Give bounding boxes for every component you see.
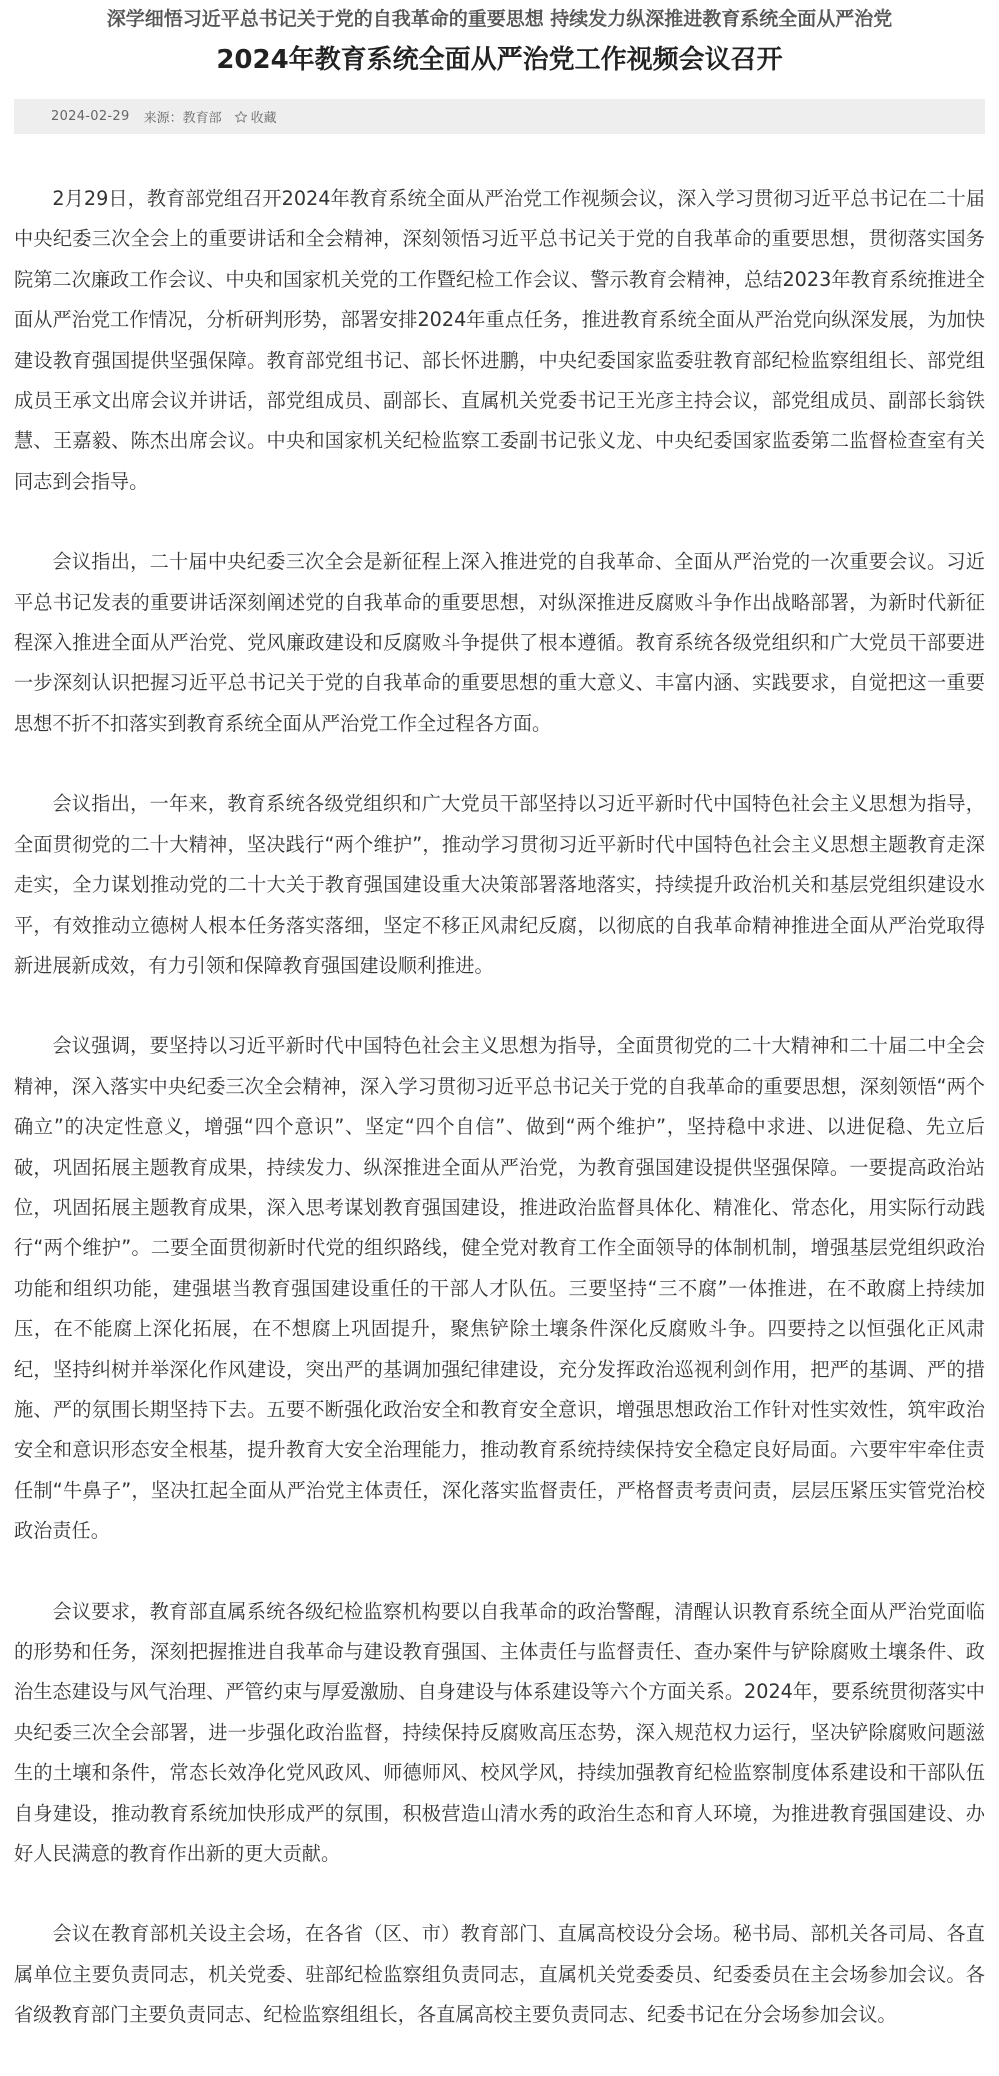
publish-date: 2024-02-29 [51,109,130,124]
article-body [14,179,985,2076]
article-paragraph: 2月29日，教育部党组召开2024年教育系统全面从严治党工作视频会议，深入学习贯彻习近平总书记在二十届中央纪委三次全会上的重要讲话和全会精神，深刻领悟习近平总书记关于党的自我革命的重要思想，贯彻落实国务院第二次廉政工作会议、中央和国家机关党的工作暨纪检工作会议、警示教育会精神，总结2023年教育系统推进全面从严治党工作情况，分析研判形势，部署安排2024年重点任务，推进教育系统全面从严治党向纵深发展，为加快建设教育强国提供坚强保障。教育部党组书记、部长怀进鹏，中央纪委国家监委驻教育部纪检监察组组长、部党组成员王承文出席会议并讲话，部党组成员、副部长、直属机关党委书记王光彦主持会议，部党组成员、副部长翁铁慧、王嘉毅、陈杰出席会议。中央和国家机关纪检监察工委副书记张义龙、中央纪委国家监委第二监督检查室有关同志到会指导。 [14,187,985,493]
article-meta-bar [14,99,985,134]
article-kicker: 深学细悟习近平总书记关于党的自我革命的重要思想 持续发力纵深推进教育系统全面从严治党 [106,8,893,30]
article-paragraph: 会议指出，二十届中央纪委三次全会是新征程上深入推进党的自我革命、全面从严治党的一次重要会议。习近平总书记发表的重要讲话深刻阐述党的自我革命的重要思想，对纵深推进反腐败斗争作出战略部署，为新时代新征程深入推进全面从严治党、党风廉政建设和反腐败斗争提供了根本遵循。教育系统各级党组织和广大党员干部要进一步深刻认识把握习近平总书记关于党的自我革命的重要思想的重大意义、丰富内涵、实践要求，自觉把这一重要思想不折不扣落实到教育系统全面从严治党工作全过程各方面。 [14,550,985,735]
article-paragraph: 会议指出，一年来，教育系统各级党组织和广大党员干部坚持以习近平新时代中国特色社会主义思想为指导，全面贯彻党的二十大精神，坚决践行“两个维护”，推动学习贯彻习近平新时代中国特色社会主义思想主题教育走深走实，全力谋划推动党的二十大关于教育强国建设重大决策部署落地落实，持续提升政治机关和基层党组织建设水平，有效推动立德树人根本任务落实落细，坚定不移正风肃纪反腐，以彻底的自我革命精神推进全面从严治党取得新进展新成效，有力引领和保障教育强国建设顺利推进。 [14,792,985,977]
article-paragraph: 会议强调，要坚持以习近平新时代中国特色社会主义思想为指导，全面贯彻党的二十大精神和二十届二中全会精神，深入落实中央纪委三次全会精神，深入学习贯彻习近平总书记关于党的自我革命的重要思想，深刻领悟“两个确立”的决定性意义，增强“四个意识”、坚定“四个自信”、做到“两个维护”，坚持稳中求进、以进促稳、先立后破，巩固拓展主题教育成果，持续发力、纵深推进全面从严治党，为教育强国建设提供坚强保障。一要提高政治站位，巩固拓展主题教育成果，深入思考谋划教育强国建设，推进政治监督具体化、精准化、常态化，用实际行动践行“两个维护”。二要全面贯彻新时代党的组织路线，健全党对教育工作全面领导的体制机制，增强基层党组织政治功能和组织功能，建强堪当教育强国建设重任的干部人才队伍。三要坚持“三不腐”一体推进，在不敢腐上持续加压，在不能腐上深化拓展，在不想腐上巩固提升，聚焦铲除土壤条件深化反腐败斗争。四要持之以恒强化正风肃纪，坚持纠树并举深化作风建设，突出严的基调加强纪律建设，充分发挥政治巡视利剑作用，把严的基调、严的措施、严的氛围长期坚持下去。五要不断强化政治安全和教育安全意识，增强思想政治工作针对性实效性，筑牢政治安全和意识形态安全根基，提升教育大安全治理能力，推动教育系统持续保持安全稳定良好局面。六要牢牢牵住责任制“牛鼻子”，坚决扛起全面从严治党主体责任，深化落实监督责任，严格督责考责问责，层层压紧压实管党治校政治责任。 [14,1034,985,1543]
article-paragraph: 会议在教育部机关设主会场，在各省（区、市）教育部门、直属高校设分会场。秘书局、部机关各司局、各直属单位主要负责同志，机关党委、驻部纪检监察组负责同志，直属机关党委委员、纪委委员在主会场参加会议。各省级教育部门主要负责同志、纪检监察组组长，各直属高校主要负责同志、纪委书记在分会场参加会议。 [14,1922,985,2027]
article-paragraph: 会议要求，教育部直属系统各级纪检监察机构要以自我革命的政治警醒，清醒认识教育系统全面从严治党面临的形势和任务，深刻把握推进自我革命与建设教育强国、主体责任与监督责任、查办案件与铲除腐败土壤条件、政治生态建设与风气治理、严管约束与厚爱激励、自身建设与体系建设等六个方面关系。2024年，要系统贯彻落实中央纪委三次全会部署，进一步强化政治监督，持续保持反腐败高压态势，深入规范权力运行，坚决铲除腐败问题滋生的土壤和条件，常态长效净化党风政风、师德师风、校风学风，持续加强教育纪检监察制度体系建设和干部队伍自身建设，推动教育系统加快形成严的氛围，积极营造山清水秀的政治生态和育人环境，为推进教育强国建设、办好人民满意的教育作出新的更大贡献。 [14,1599,985,1866]
favorite-label: 收藏 [250,111,277,126]
article-title: 2024年教育系统全面从严治党工作视频会议召开 [216,45,783,75]
star-outline-icon [234,110,248,124]
article-source: 来源：教育部 [143,111,222,126]
favorite-button[interactable] [234,107,277,126]
